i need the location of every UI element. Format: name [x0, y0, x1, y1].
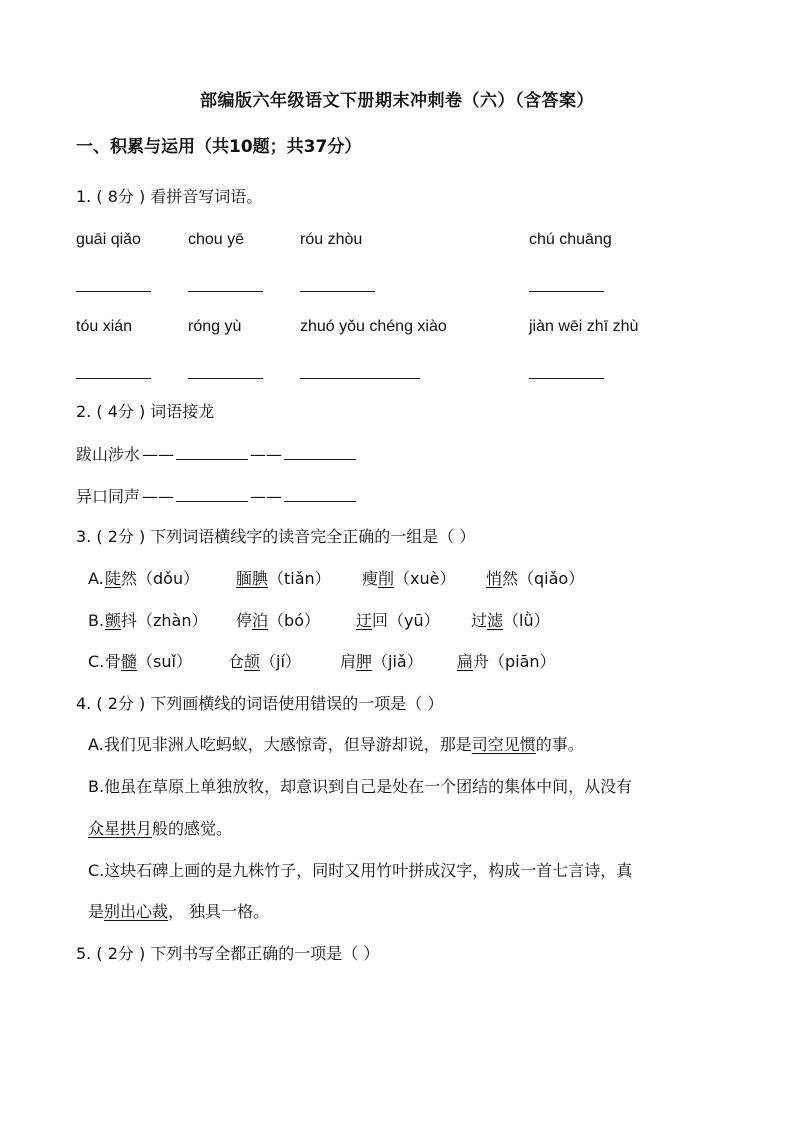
- question-prompt: 词语接龙: [150, 402, 215, 421]
- pinyin-item: guāi qiǎo: [76, 231, 141, 248]
- pinyin-item: chou yē: [188, 231, 245, 248]
- underlined-char: 扁: [457, 652, 474, 671]
- option-word: [228, 651, 301, 673]
- question-number: 1.: [76, 187, 92, 206]
- pinyin-item: zhuó yǒu chéng xiào: [300, 318, 447, 335]
- question-3-header: [76, 526, 475, 548]
- answer-blank[interactable]: [176, 445, 248, 460]
- chain-dash: ——: [142, 445, 175, 464]
- question-number: 3.: [76, 527, 92, 546]
- word-part: （bó）: [268, 611, 320, 630]
- word-part: 回（yū）: [372, 611, 440, 630]
- word-part: 舟（piān）: [473, 652, 556, 671]
- answer-blank[interactable]: [284, 445, 356, 460]
- underlined-phrase: 众星拱月: [88, 819, 153, 838]
- option-text: ， 独具一格。: [168, 902, 270, 921]
- chain-start-word: 跋山涉水: [76, 445, 141, 464]
- word-part: （suǐ）: [137, 652, 192, 671]
- question-number: 5.: [76, 944, 92, 963]
- answer-blank[interactable]: [76, 290, 151, 292]
- option-a[interactable]: [88, 734, 584, 756]
- option-text: 般的感觉。: [152, 819, 233, 838]
- answer-blank[interactable]: [176, 487, 248, 502]
- option-label: B.: [88, 777, 105, 796]
- option-text: 的事。: [535, 735, 584, 754]
- underlined-char: 泊: [252, 611, 269, 630]
- answer-blank[interactable]: [188, 377, 263, 379]
- underlined-char: 削: [378, 569, 395, 588]
- option-word: [340, 651, 423, 673]
- word-part: （tiǎn）: [268, 569, 331, 588]
- option-c-continued: [88, 901, 269, 923]
- underlined-char: 颉: [244, 652, 261, 671]
- answer-blank[interactable]: [188, 290, 263, 292]
- option-label: A.: [88, 735, 104, 754]
- option-word: [486, 568, 584, 590]
- question-4-header: [76, 693, 443, 715]
- pinyin-item: róng yù: [188, 318, 242, 335]
- pinyin-item: tóu xián: [76, 318, 133, 335]
- page-title: 部编版六年级语文下册期末冲刺卷（六）（含答案）: [200, 91, 594, 111]
- chain-dash: ——: [142, 487, 175, 506]
- word-part: （jí）: [260, 652, 301, 671]
- question-score: ( 2分 ): [96, 527, 146, 546]
- option-word: [362, 568, 456, 590]
- chain-row: [76, 444, 356, 466]
- word-part: 肩: [340, 652, 357, 671]
- option-word: [236, 568, 331, 590]
- section-heading: 一、积累与运用（共10题；共37分）: [76, 137, 362, 157]
- option-text: 这块石碑上画的是九株竹子，同时又用竹叶拼成汉字，构成一首七言诗，真: [104, 861, 633, 880]
- answer-blank[interactable]: [529, 290, 604, 292]
- underlined-phrase: 司空见惯: [471, 735, 536, 754]
- option-b[interactable]: [88, 776, 632, 798]
- pinyin-item: róu zhòu: [300, 231, 363, 248]
- word-part: 骨: [105, 652, 122, 671]
- word-part: 抖（zhàn）: [121, 611, 208, 630]
- underlined-char: 颤: [105, 611, 122, 630]
- option-word: [236, 610, 320, 632]
- word-part: （jiǎ）: [372, 652, 423, 671]
- question-score: ( 2分 ): [96, 944, 146, 963]
- pinyin-item: chú chuāng: [529, 231, 612, 248]
- answer-blank[interactable]: [300, 290, 375, 292]
- option-word: [105, 610, 208, 632]
- answer-blank[interactable]: [300, 377, 420, 379]
- answer-blank[interactable]: [76, 377, 151, 379]
- question-score: ( 4分 ): [96, 402, 146, 421]
- option-b[interactable]: [88, 610, 550, 632]
- word-part: （xuè）: [394, 569, 456, 588]
- answer-blank[interactable]: [529, 377, 604, 379]
- underlined-char: 迂: [356, 611, 373, 630]
- question-score: ( 8分 ): [96, 187, 146, 206]
- option-word: [105, 568, 199, 590]
- underlined-char: 陡: [105, 569, 122, 588]
- option-word: [457, 651, 556, 673]
- option-word: [356, 610, 440, 632]
- option-text: 是: [88, 902, 105, 921]
- question-prompt: 看拼音写词语。: [150, 187, 263, 206]
- option-label: B.: [88, 611, 105, 630]
- pinyin-item: jiàn wēi zhī zhù: [529, 318, 639, 335]
- option-label: C.: [88, 861, 105, 880]
- question-1-header: [76, 186, 262, 208]
- question-score: ( 2分 ): [96, 694, 146, 713]
- word-part: 过: [471, 611, 488, 630]
- word-part: 瘦: [362, 569, 379, 588]
- option-c[interactable]: [88, 860, 632, 882]
- option-c[interactable]: [88, 651, 556, 673]
- option-label: C.: [88, 652, 105, 671]
- chain-row: [76, 486, 356, 508]
- underlined-char: 髓: [121, 652, 138, 671]
- word-part: 然（qiǎo）: [502, 569, 585, 588]
- word-part: （lǜ）: [503, 611, 550, 630]
- chain-start-word: 异口同声: [76, 487, 141, 506]
- question-prompt: 下列词语横线字的读音完全正确的一组是（ ）: [150, 527, 476, 546]
- option-word: [105, 651, 192, 673]
- underlined-char: 胛: [356, 652, 373, 671]
- option-b-continued: [88, 818, 232, 840]
- option-word: [471, 610, 550, 632]
- option-a[interactable]: [88, 568, 585, 590]
- answer-blank[interactable]: [284, 487, 356, 502]
- question-number: 2.: [76, 402, 92, 421]
- chain-dash: ——: [250, 445, 283, 464]
- option-text: 我们见非洲人吃蚂蚁，大感惊奇，但导游却说，那是: [103, 735, 472, 754]
- question-number: 4.: [76, 694, 92, 713]
- chain-dash: ——: [250, 487, 283, 506]
- underlined-char: 腼腆: [236, 569, 269, 588]
- question-prompt: 下列画横线的词语使用错误的一项是（ ）: [150, 694, 444, 713]
- word-part: 停: [236, 611, 253, 630]
- question-prompt: 下列书写全都正确的一项是（ ）: [150, 944, 380, 963]
- word-part: 仓: [228, 652, 245, 671]
- underlined-phrase: 别出心裁: [104, 902, 169, 921]
- question-5-header: [76, 943, 379, 965]
- underlined-char: 滤: [487, 611, 504, 630]
- option-label: A.: [88, 569, 104, 588]
- question-2-header: [76, 401, 214, 423]
- word-part: 然（dǒu）: [121, 569, 200, 588]
- underlined-char: 悄: [486, 569, 503, 588]
- option-text: 他虽在草原上单独放牧，却意识到自己是处在一个团结的集体中间，从没有: [104, 777, 633, 796]
